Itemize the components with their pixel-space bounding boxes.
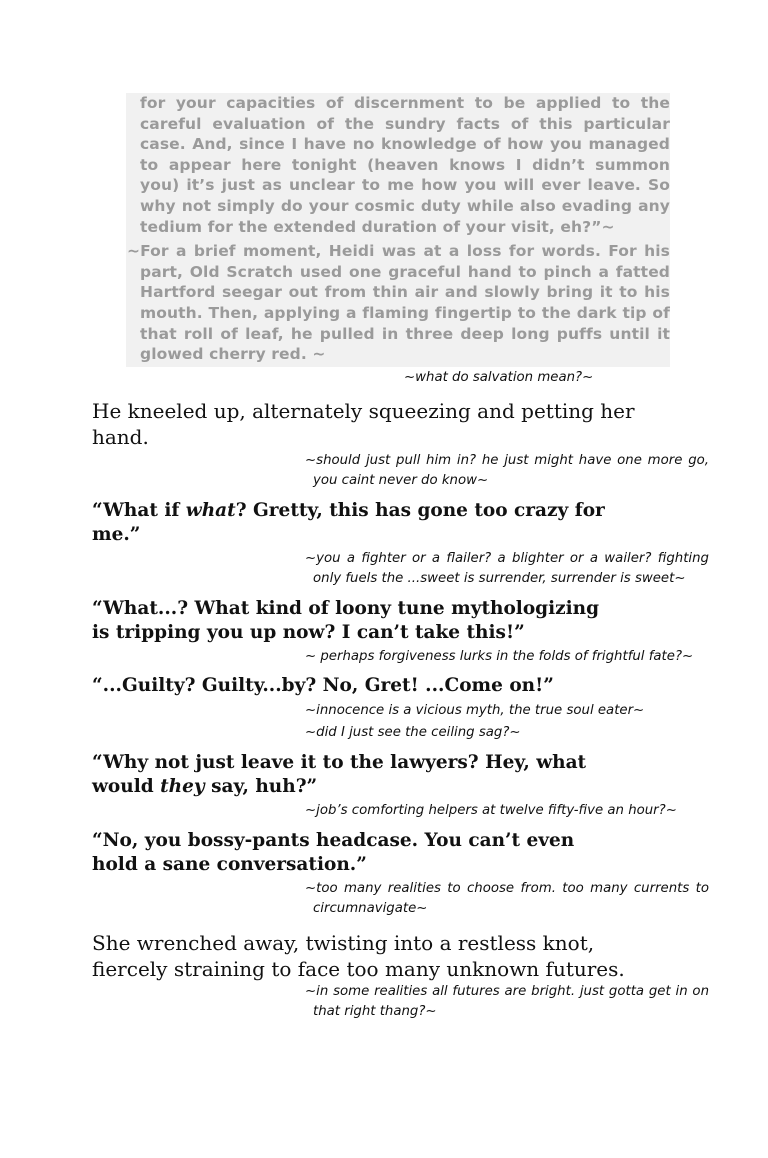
margin-note-innocence: ~innocence is a vicious myth, the true soul eater~ bbox=[305, 703, 645, 718]
line-bossy: “No, you bossy-pants headcase. You can’t even hold a sane conversation.” bbox=[92, 830, 575, 875]
line-guilty: “...Guilty? Guilty...by? No, Gret! ...Come on!” bbox=[92, 675, 554, 696]
margin-note-fighter: ~you a fighter or a flailer? a blighter or a wailer? fighting only fuels the ...sweet is surrender, surrender is sweet~ bbox=[305, 551, 709, 586]
line-lawyers-start: “Why not just leave it to the lawyers? Hey, what would bbox=[92, 752, 587, 797]
margin-note-job: ~job’s comforting helpers at twelve fifty-five an hour?~ bbox=[305, 803, 677, 818]
line-lawyers bbox=[92, 751, 586, 799]
boxed-passage bbox=[126, 93, 670, 367]
margin-note-realities: ~too many realities to choose from. too many currents to circumnavigate~ bbox=[305, 881, 709, 916]
margin-note-bright: ~in some realities all futures are bright. just gotta get in on that right thang?~ bbox=[305, 984, 709, 1019]
line-kneeled: He kneeled up, alternately squeezing and petting her hand. bbox=[92, 399, 635, 449]
line-what-if bbox=[92, 499, 605, 547]
line-loony: “What...? What kind of loony tune mythologizing is tripping you up now? I can’t take this!” bbox=[92, 598, 600, 643]
boxed-paragraph-1: for your capacities of discernment to be applied to the careful evaluation of the sundry facts of this particular case. And, since I have no knowledge of how you managed to appear here tonight (heaven knows I didn’t summon you) it’s just as unclear to me how you will ever leave. So why not simply do your cosmic duty while also evading any tedium for the extended duration of your visit, eh?”~ bbox=[140, 94, 670, 236]
line-what-if-end: ? Gretty, this has gone too crazy for me.” bbox=[92, 500, 605, 545]
line-what-if-start: “What if bbox=[92, 500, 186, 521]
margin-note-ceiling: ~did I just see the ceiling sag?~ bbox=[305, 725, 521, 740]
line-lawyers-end: say, huh?” bbox=[204, 776, 318, 797]
line-wrenched: She wrenched away, twisting into a restless knot, fiercely straining to face too many unknown futures. bbox=[92, 931, 625, 981]
margin-note-pull-him-in: ~should just pull him in? he just might have one more go, you caint never do know~ bbox=[305, 453, 709, 488]
line-lawyers-emphasis: they bbox=[160, 776, 205, 797]
boxed-paragraph-2: ~For a brief moment, Heidi was at a loss for words. For his part, Old Scratch used one graceful hand to pinch a fatted Hartford seegar out from thin air and slowly bring it to his mouth. Then, applying a flaming fingertip to the dark tip of that roll of leaf, he pulled in three deep long puffs until it glowed cherry red. ~ bbox=[127, 242, 670, 364]
margin-note-salvation: ~what do salvation mean?~ bbox=[404, 370, 594, 385]
line-what-if-emphasis: what bbox=[185, 500, 236, 521]
margin-note-forgiveness: ~ perhaps forgiveness lurks in the folds of frightful fate?~ bbox=[305, 649, 694, 664]
